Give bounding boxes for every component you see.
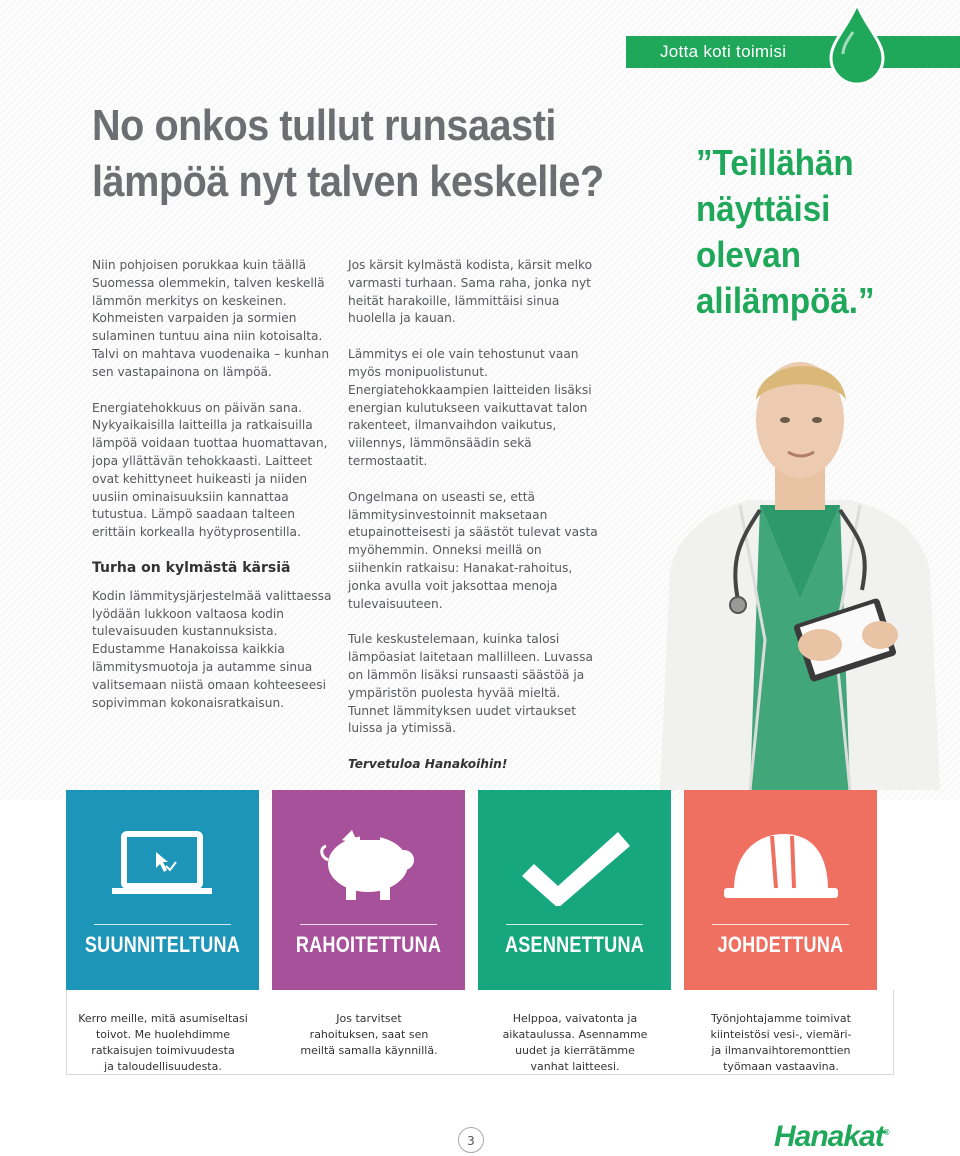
piggy-bank-icon (272, 826, 465, 906)
desc-line: uudet ja kierrätämme (515, 1044, 635, 1057)
subheading: Turha on kylmästä kärsiä (92, 559, 291, 576)
card-description-rahoitettuna (274, 1011, 464, 1059)
desc-line: työmaan vastaavina. (723, 1060, 839, 1073)
laptop-icon (66, 826, 259, 906)
desc-line: ja taloudellisuudesta. (104, 1060, 222, 1073)
desc-line: aikataulussa. Asennamme (502, 1028, 648, 1041)
paragraph: Kodin lämmitysjärjestelmää valittaessa lyödään lukkoon valtaosa kodin tulevaisuuden kustannuksista. Edustamme Hanakoissa kaikkia lämmitysmuotoja ja autamme sinua valitsemaan niistä omaan kohteeseesi sopivimman kokonaisratkaisun. (92, 588, 332, 710)
paragraph: Niin pohjoisen porukkaa kuin täällä Suomessa olemmekin, talven keskellä lämmön merkitys on keskeinen. Kohmeisten varpaiden ja sormien sulaminen tuntuu aina niin kotoisalta. Talvi on mahtava vuodenaika – kunhan sen vastapainona on lämpöä. (92, 258, 330, 379)
quote-line-1: ”Teillähän (696, 142, 854, 183)
desc-line: rahoituksen, saat sen (309, 1028, 429, 1041)
card-label: ASENNETTUNA (504, 932, 645, 957)
headline-line-1: No onkos tullut runsaasti (92, 101, 556, 150)
card-description-asennettuna (480, 1011, 670, 1075)
hanakat-logo (774, 1120, 889, 1154)
divider (94, 924, 231, 925)
checkmark-icon (478, 826, 671, 906)
doctor-illustration (640, 340, 960, 790)
paragraph: Tule keskustelemaan, kuinka talosi lämpöasiat laitetaan mallilleen. Luvassa on lämmön lisäksi runsaasti säästöä ja ympäristön puolesta hyvää mieltä. Tunnet lämmityksen uudet virtaukset luissa ja ytimissä. (348, 632, 593, 736)
desc-line: vanhat laitteesi. (530, 1060, 620, 1073)
text-column-left (92, 257, 334, 730)
page-number: 3 (458, 1127, 484, 1153)
paragraph: Energiatehokkuus on päivän sana. Nykyaikaisilla laitteilla ja ratkaisuilla lämpöä voidaan tuottaa huomattavan, jopa yllättävän tehokkaasti. Laitteet ovat kehittyneet huikeasti ja niiden uusiin ominaisuuksiin kannattaa tutustua. Lämpö saadaan talteen erittäin korkealla hyötyprosentilla. (92, 400, 328, 540)
desc-line: Työnjohtajamme toimivat (711, 1012, 851, 1025)
headline-line-2: lämpöä nyt talven keskelle? (92, 157, 604, 206)
card-asennettuna (478, 790, 671, 990)
card-description-johdettuna (686, 1011, 876, 1075)
card-suunniteltuna (66, 790, 259, 990)
desc-line: kiinteistösi vesi-, viemäri- (710, 1028, 852, 1041)
registered-mark: ® (883, 1128, 889, 1137)
section-tag: Jotta koti toimisi (626, 36, 960, 68)
headline (92, 98, 650, 210)
quote-line-4: alilämpöä.” (696, 280, 875, 321)
desc-line: toivot. Me huolehdimme (95, 1028, 231, 1041)
divider (300, 924, 437, 925)
logo-text: Hanakat (774, 1120, 884, 1153)
quote-line-3: olevan (696, 234, 801, 275)
card-label: JOHDETTUNA (717, 932, 844, 957)
card-label: SUUNNITELTUNA (84, 932, 241, 957)
desc-line: Helppoa, vaivatonta ja (512, 1012, 638, 1025)
hard-hat-icon (684, 826, 877, 906)
desc-line: meiltä samalla käynnillä. (300, 1044, 438, 1057)
text-column-middle (348, 257, 598, 792)
water-drop-icon (829, 2, 885, 86)
desc-line: ratkaisujen toimivuudesta (91, 1044, 235, 1057)
divider (712, 924, 849, 925)
quote-line-2: näyttäisi (696, 188, 831, 229)
card-rahoitettuna (272, 790, 465, 990)
paragraph: Jos kärsit kylmästä kodista, kärsit melko varmasti turhaan. Sama raha, jonka nyt heität harakoille, lämmittäisi sinua huolella ja kauan. (348, 258, 593, 326)
pull-quote (696, 140, 917, 324)
desc-line: ja ilmanvaihtoremonttien (711, 1044, 851, 1057)
desc-line: Jos tarvitset (336, 1012, 402, 1025)
divider (506, 924, 643, 925)
card-johdettuna (684, 790, 877, 990)
desc-line: Kerro meille, mitä asumiseltasi (78, 1012, 248, 1025)
welcome-text: Tervetuloa Hanakoihin! (348, 757, 508, 772)
paragraph: Ongelmana on useasti se, että lämmitysinvestoinnit maksetaan etupainotteisesti ja säästöt tulevat vasta myöhemmin. Onneksi meillä on siihenkin ratkaisu: Hanakat-rahoitus, jonka avulla voit jaksottaa menoja tulevaisuuteen. (348, 489, 598, 611)
card-description-suunniteltuna (68, 1011, 258, 1075)
paragraph: Lämmitys ei ole vain tehostunut vaan myös monipuolistunut. Energiatehokkaampien laitteiden lisäksi energian kulutukseen vaikuttavat talon rakenteet, ilmanvaihdon vaikutus, viilennys, lämmönsäädin sekä termostaatit. (348, 347, 592, 468)
card-label: RAHOITETTUNA (295, 932, 442, 957)
